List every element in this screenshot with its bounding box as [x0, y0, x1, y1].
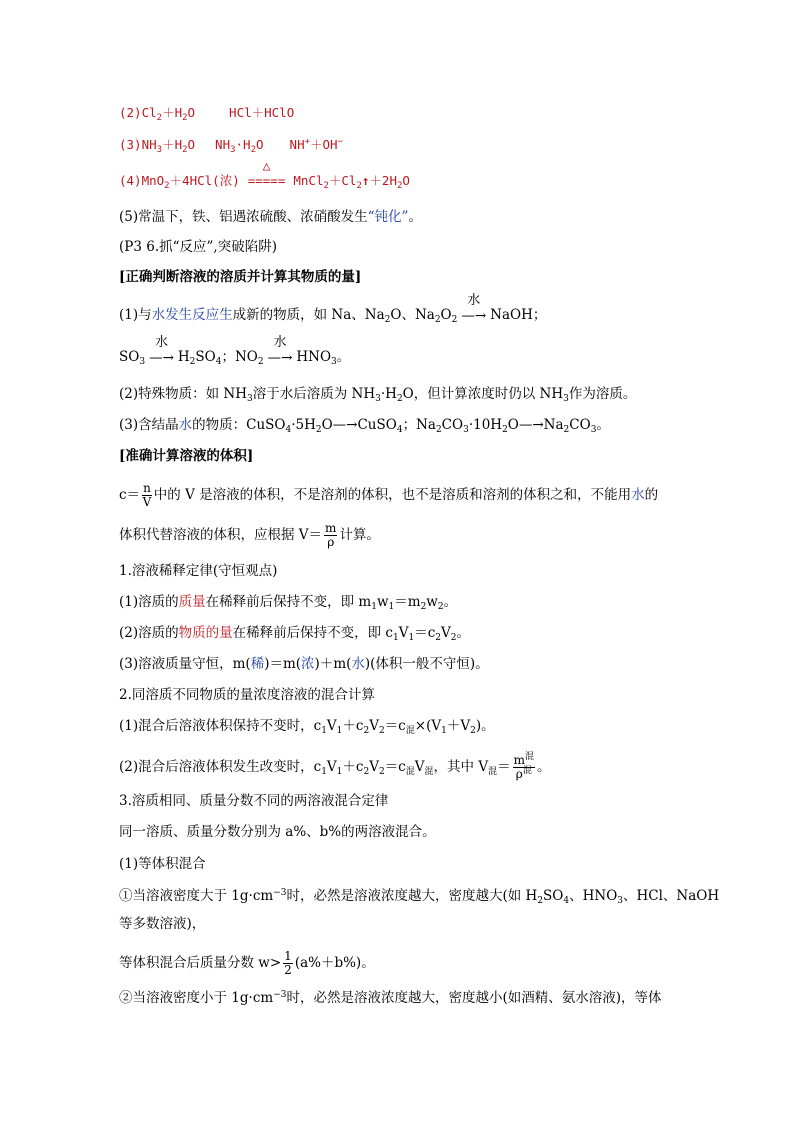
- solute-rule-1-cont: $SO_3$ 水 —→ $H_2SO_4$；$NO_2$ 水 —→ $HNO_3$。: [119, 334, 351, 367]
- reaction-arrow: 水 —→: [267, 334, 293, 366]
- equation-mno2-hcl: (4)MnO$_2$＋4HCl(浓) △ ===== $MnCl_2+Cl_2↑+2H_2O$: [119, 159, 410, 191]
- law1-rule-3: (3)溶液质量守恒，m(稀)＝m(浓)＋m(水)(体积一般不守恒)。: [119, 656, 489, 672]
- law1-rule-1: (1)溶质的质量在稀释前后保持不变，即 $m_1w_1=m_2w_2$。: [119, 594, 458, 612]
- solute-rule-1: (1)与水发生反应生成新的物质，如 Na、$Na_2O$、$Na_2O_2$ 水 —→ NaOH；: [119, 292, 547, 325]
- law3-case-2: ②当溶液密度小于 $1g\cdot cm^{-3}$时，必然是溶液浓度越大，密度越小(如酒精、氨水溶液)，等体: [119, 990, 662, 1006]
- law2-rule-2: (2)混合后溶液体积发生改变时，$c_1V_1+c_2V_2=c_混V_混$，其中 $V_混=$ $\frac{m^混}{\rho^混}$ 。: [119, 752, 551, 781]
- reaction-arrow: 水 —→: [149, 334, 174, 366]
- reaction-arrow: 水 —→: [461, 292, 487, 324]
- section-title-solute: [正确判断溶液的溶质并计算其物质的量]: [119, 269, 362, 285]
- heating-condition: △ =====: [247, 159, 286, 188]
- law3-case-1: ①当溶液密度大于 $1g\cdot cm^{-3}$时，必然是溶液浓度越大，密度越大(如 $H_2SO_4$、$HNO_3$、HCl、NaOH: [119, 888, 720, 906]
- law2-rule-1: (1)混合后溶液体积保持不变时，$c_1V_1+c_2V_2=c_混\times(V_1+V_2)$。: [119, 718, 495, 736]
- volume-rule-1: c＝ $\frac{n}{V}$ 中的 V 是溶液的体积，不是溶剂的体积，也不是溶质和溶剂的体积之和，不能用水的: [119, 481, 659, 509]
- equation-chlorine-water: $(2)Cl_2+H_2O$ HCl＋HClO: [119, 105, 295, 123]
- fraction-one-half: $\frac{1}{2}$: [284, 949, 292, 977]
- fraction-m-over-rho: $\frac{m}{\rho}$: [325, 521, 337, 549]
- equation-ammonia-water: $(3)NH_3+H_2O$ $NH_3\cdot H_2O$ NH+＋OH−: [119, 137, 344, 155]
- law3-case-1-cont: 等多数溶液)，: [119, 916, 206, 932]
- fraction-m-mix-over-rho-mix: $\frac{m^混}{\rho^混}$: [513, 752, 534, 781]
- volume-rule-2: 体积代替溶液的体积，应根据 V＝ $\frac{m}{\rho}$ 计算。: [119, 521, 380, 549]
- section-title-volume: [准确计算溶液的体积]: [119, 448, 254, 464]
- law1-rule-2: (2)溶质的物质的量在稀释前后保持不变，即 $c_1V_1=c_2V_2$。: [119, 625, 470, 643]
- reference-note: (P3 6.抓“反应”,突破陷阱): [119, 239, 277, 255]
- solute-rule-3: (3)含结晶水的物质：$CuSO_4\cdot 5H_2O—\to CuSO_4$；$Na_2CO_3\cdot 10H_2O—\to Na_2CO_3$。: [119, 417, 610, 435]
- law3-subtitle-equal-volume: (1)等体积混合: [119, 856, 206, 872]
- solute-rule-2: (2)特殊物质：如 $NH_3$溶于水后溶质为 $NH_3\cdot H_2O$，但计算浓度时仍以 $NH_3$作为溶质。: [119, 386, 637, 404]
- law3-intro: 同一溶质、质量分数分别为 a%、b%的两溶液混合。: [119, 824, 436, 840]
- law2-title: 2.同溶质不同物质的量浓度溶液的混合计算: [119, 687, 375, 703]
- passivation-note: (5)常温下，铁、铝遇浓硫酸、浓硝酸发生“钝化”。: [119, 209, 422, 225]
- fraction-n-over-v: $\frac{n}{V}$: [142, 481, 152, 509]
- law1-title: 1.溶液稀释定律(守恒观点): [119, 563, 278, 579]
- law3-case-1-result: 等体积混合后质量分数 w> $\frac{1}{2}$ (a%＋b%)。: [119, 949, 375, 977]
- law3-title: 3.溶质相同、质量分数不同的两溶液混合定律: [119, 793, 389, 809]
